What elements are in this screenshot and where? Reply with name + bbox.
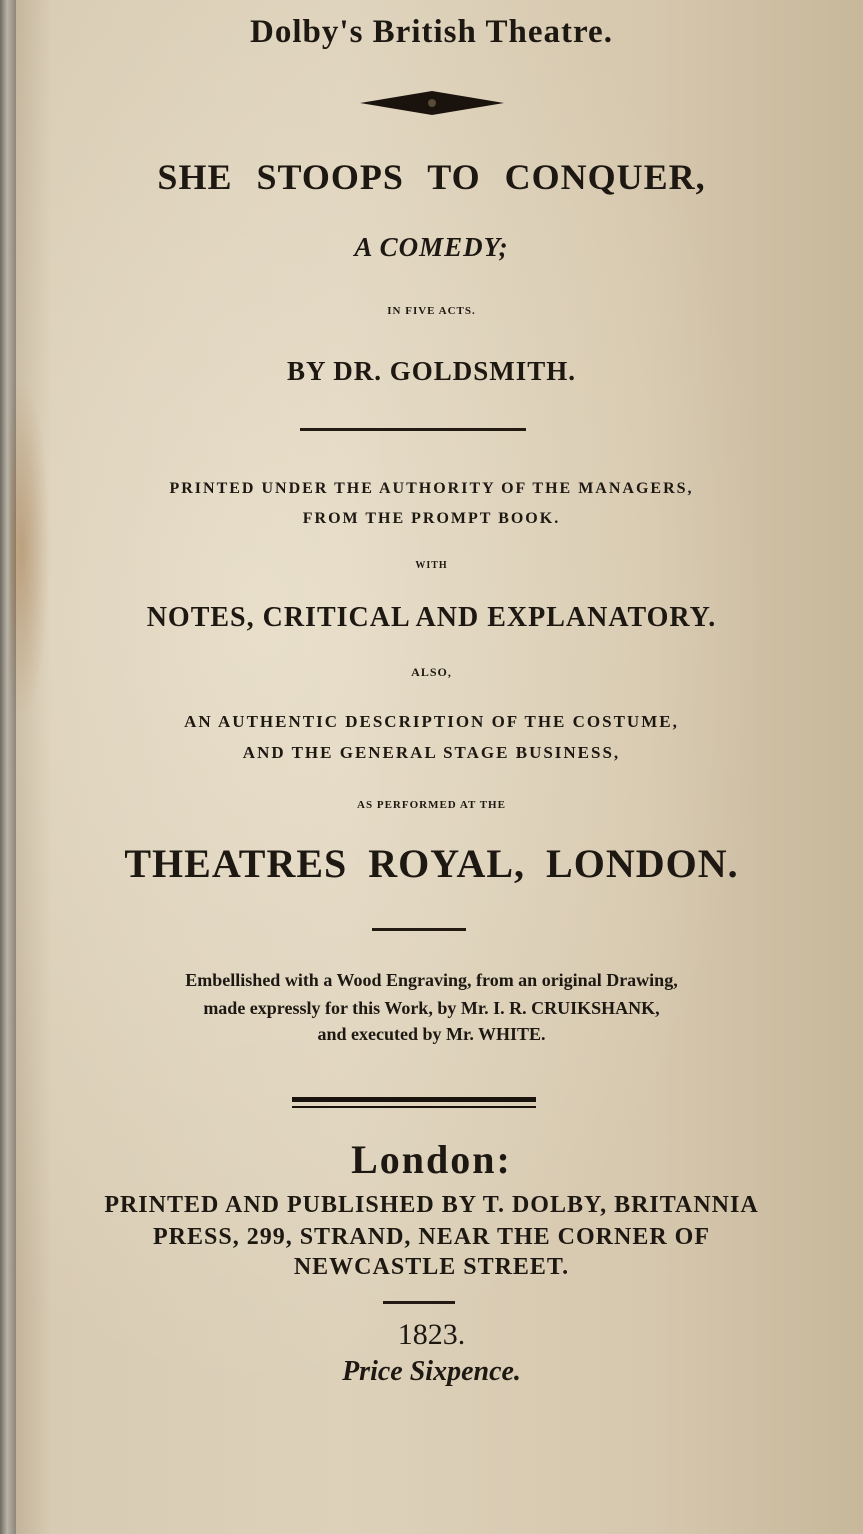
embellished-line-1: Embellished with a Wood Engraving, from an original Drawing, bbox=[185, 970, 678, 990]
divider-rule bbox=[383, 1301, 455, 1304]
description-line-2: AND THE GENERAL STAGE BUSINESS, bbox=[242, 743, 621, 762]
play-subtitle: A COMEDY; bbox=[354, 232, 509, 262]
divider-rule bbox=[372, 928, 466, 931]
imprint-line-1: PRINTED AND PUBLISHED BY T. DOLBY, BRITANNIA bbox=[104, 1192, 759, 1218]
also-line: ALSO, bbox=[411, 665, 452, 679]
diamond-ornament-icon bbox=[360, 88, 504, 118]
authority-line-1: PRINTED UNDER THE AUTHORITY OF THE MANAGERS, bbox=[169, 480, 694, 497]
embellished-line-2: made expressly for this Work, by Mr. I. R. CRUIKSHANK, bbox=[203, 998, 660, 1018]
imprint-line-2: PRESS, 299, STRAND, NEAR THE CORNER OF bbox=[153, 1224, 710, 1250]
embellished-line-3: and executed by Mr. WHITE. bbox=[317, 1024, 546, 1044]
series-title: Dolby's British Theatre. bbox=[250, 14, 613, 50]
double-rule-thick bbox=[292, 1097, 536, 1102]
publication-year: 1823. bbox=[397, 1318, 466, 1351]
imprint-line-3: NEWCASTLE STREET. bbox=[293, 1254, 570, 1280]
theatres-line: THEATRES ROYAL, LONDON. bbox=[124, 841, 739, 886]
divider-rule bbox=[300, 428, 526, 431]
author-line: BY DR. GOLDSMITH. bbox=[286, 356, 577, 386]
double-rule-thin bbox=[292, 1106, 536, 1108]
notes-line: NOTES, CRITICAL AND EXPLANATORY. bbox=[146, 602, 717, 633]
authority-line-2: FROM THE PROMPT BOOK. bbox=[302, 510, 561, 527]
acts-line: IN FIVE ACTS. bbox=[387, 305, 476, 317]
book-spine-edge bbox=[0, 0, 16, 1534]
play-title: SHE STOOPS TO CONQUER, bbox=[157, 157, 706, 197]
performed-line: AS PERFORMED AT THE bbox=[357, 799, 506, 811]
price-line: Price Sixpence. bbox=[342, 1356, 521, 1387]
with-line: WITH bbox=[415, 560, 448, 571]
description-line-1: AN AUTHENTIC DESCRIPTION OF THE COSTUME, bbox=[184, 712, 679, 731]
imprint-place: London: bbox=[351, 1137, 512, 1182]
